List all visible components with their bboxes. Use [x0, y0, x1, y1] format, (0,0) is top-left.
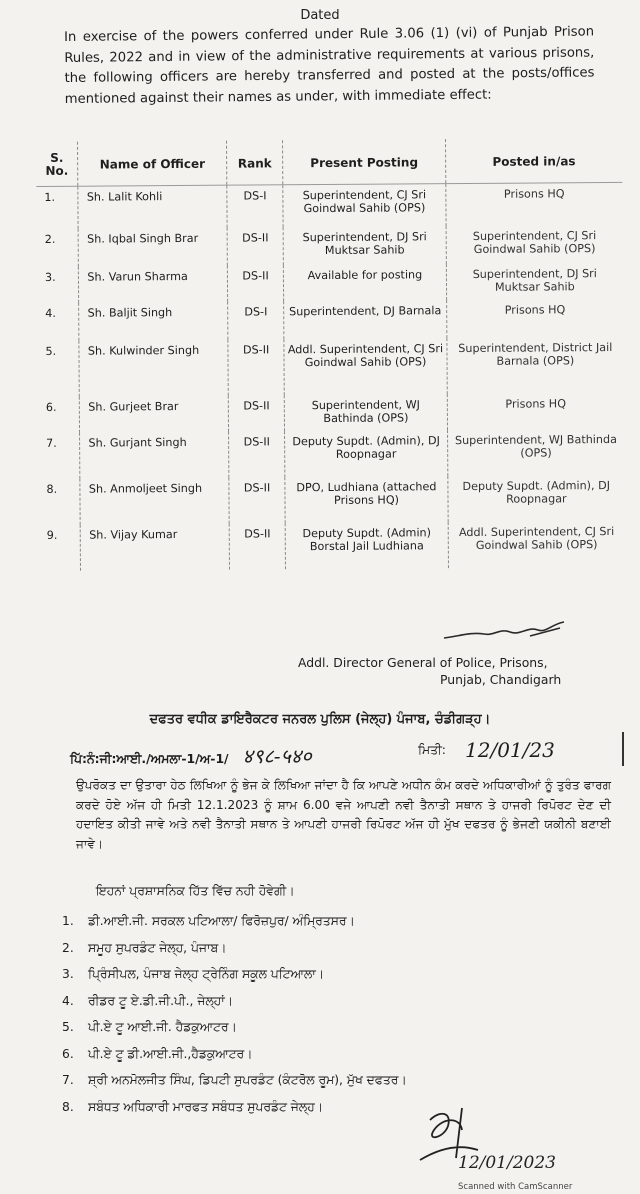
list-item-text: ਪ੍ਰਿੰਸੀਪਲ, ਪੰਜਾਬ ਜੇਲ੍ਹ ਟ੍ਰੇਨਿੰਗ ਸਕੂਲ ਪਟਿਆਲਾ। — [88, 967, 325, 981]
table-row — [38, 392, 624, 432]
cell-present: Available for posting — [284, 264, 447, 301]
cell-present: Superintendent, DJ Barnala — [284, 300, 447, 339]
list-item — [62, 961, 407, 988]
cell-present: Superintendent, DJ Sri Muktsar Sahib — [283, 226, 446, 265]
signatory-block — [298, 654, 628, 688]
transfer-table — [36, 138, 625, 571]
list-item-number: 7. — [62, 1073, 74, 1087]
table-row — [36, 182, 622, 228]
list-item-text: ਸ਼੍ਰੀ ਅਨਮੋਲਜੀਤ ਸਿੰਘ, ਡਿਪਟੀ ਸੁਪਰਡੰਟ (ਕੰਟਰੋਲ ਰੂਮ), ਮੁੱਖ ਦਫਤਰ। — [88, 1073, 407, 1087]
list-item-number: 3. — [62, 967, 74, 981]
cell-present: DPO, Ludhiana (attached Prisons HQ) — [285, 476, 448, 523]
cell-posted: Superintendent, District Jail Barnala (OPS) — [447, 336, 624, 393]
endorsement-reference — [70, 738, 630, 769]
cell-name: Sh. Gurjant Singh — [80, 431, 229, 478]
list-item-text: ਸਮੂਹ ਸੁਪਰਡੰਟ ਜੇਲ੍ਹ, ਪੰਜਾਬ। — [88, 940, 227, 955]
table-row — [38, 474, 624, 524]
header-rank: Rank — [227, 140, 284, 185]
cell-sno: 3. — [44, 270, 56, 284]
signatory-location: Punjab, Chandigarh — [440, 672, 562, 687]
cell-posted: Superintendent, DJ Sri Muktsar Sahib — [446, 262, 623, 299]
handwritten-signature — [400, 1100, 560, 1180]
list-item — [62, 935, 407, 962]
cell-name: Sh. Kulwinder Singh — [79, 339, 228, 396]
list-item-number: 4. — [62, 993, 74, 1008]
header-posted-in: Posted in/as — [445, 138, 622, 184]
header-name: Name of Officer — [78, 141, 227, 187]
header-present-posting: Present Posting — [283, 139, 446, 185]
cell-present: Superintendent, WJ Bathinda (OPS) — [285, 394, 448, 431]
cell-posted: Prisons HQ — [447, 392, 624, 429]
cell-posted: Addl. Superintendent, CJ Sri Goindwal Sahib (OPS) — [448, 520, 625, 567]
list-item-number: 6. — [62, 1046, 74, 1061]
cell-sno: 9. — [46, 528, 58, 542]
cell-name: Sh. Varun Sharma — [79, 265, 228, 302]
table-row — [39, 520, 625, 570]
list-item-number: 1. — [62, 914, 74, 928]
cell-rank: DS-I — [228, 301, 285, 339]
cell-sno: 7. — [46, 436, 57, 450]
list-item-number: 5. — [62, 1020, 74, 1034]
cell-present: Deputy Supdt. (Admin) Borstal Jail Ludhiana — [285, 522, 448, 569]
cell-rank: DS-II — [229, 477, 286, 523]
endorsement-paragraph: ਉਪਰੋਕਤ ਦਾ ਉਤਾਰਾ ਹੇਠ ਲਿਖਿਆ ਨੂੰ ਭੇਜ ਕੇ ਲਿਖਿਆ ਜਾਂਦਾ ਹੈ ਕਿ ਆਪਣੇ ਅਧੀਨ ਕੰਮ ਕਰਦੇ ਅਧਿਕਾਰੀਆਂ ਨੂੰ ਤੁਰੰਤ ਫਾਰਗ ਕਰਦੇ ਹੋਏ ਅੱਜ ਹੀ ਮਿਤੀ 12.1.2023 ਨੂੰ ਸ਼ਾਮ 6.00 ਵਜੇ ਆਪਣੀ ਨਵੀ ਤੈਨਾਤੀ ਸਥਾਨ ਤੇ ਹਾਜਰੀ ਰਿਪੋਰਟ ਦੇਣ ਦੀ ਹਦਾਇਤ ਕੀਤੀ ਜਾਵੇ ਅਤੇ ਨਵੀ ਤੈਨਾਤੀ ਸਥਾਨ ਤੇ ਆਪਣੀ ਹਾਜਰੀ ਰਿਪੋਰਟ ਅੱਜ ਹੀ ਮੁੱਖ ਦਫਤਰ ਨੂੰ ਭੇਜਣੀ ਯਕੀਨੀ ਬਣਾਈ ਜਾਵੇ। — [76, 778, 611, 851]
cell-name: Sh. Lalit Kohli — [78, 185, 227, 228]
table-row — [38, 428, 624, 478]
cell-name: Sh. Gurjeet Brar — [80, 395, 229, 432]
table-row — [37, 336, 623, 396]
date-label: ਮਿਤੀ: — [418, 742, 446, 757]
cell-rank: DS-II — [229, 431, 286, 477]
cell-rank: DS-II — [227, 265, 283, 301]
list-item — [62, 988, 407, 1015]
list-item — [62, 1067, 407, 1094]
signatory-designation: Addl. Director General of Police, Prisons, — [298, 655, 548, 670]
cell-sno: 1. — [44, 190, 56, 204]
date-handwritten: 12/01/23 — [465, 738, 555, 762]
cell-rank: DS-II — [229, 523, 286, 569]
cell-name: Sh. Iqbal Singh Brar — [79, 227, 228, 266]
reference-handwritten: ४९८-५४० — [242, 744, 312, 768]
list-item-text: ਸਬੰਧਤ ਅਧਿਕਾਰੀ ਮਾਰਫਤ ਸਬੰਧਤ ਸੁਪਰਡੰਟ ਜੇਲ੍ਹ। — [88, 1099, 323, 1114]
list-item-number: 8. — [62, 1099, 74, 1114]
table-row — [37, 224, 623, 266]
cell-rank: DS-II — [228, 395, 284, 431]
cell-rank: DS-I — [227, 185, 284, 227]
cell-rank: DS-II — [227, 227, 284, 265]
list-item — [62, 1014, 407, 1041]
list-item-text: ਪੀ.ਏ ਟੂ ਆਈ.ਜੀ. ਹੈਡਕੁਆਟਰ। — [88, 1020, 237, 1034]
list-item-text: ਪੀ.ਏ ਟੂ ਡੀ.ਆਈ.ਜੀ.,ਹੈਡਕੁਆਟਰ। — [88, 1046, 253, 1061]
margin-mark — [622, 732, 624, 766]
list-item-number: 2. — [62, 940, 74, 955]
cell-sno: 8. — [46, 482, 58, 496]
cell-sno: 5. — [45, 344, 57, 358]
cell-name: Sh. Vijay Kumar — [81, 523, 230, 570]
signature-scribble — [440, 606, 570, 646]
endorsement-heading: ਦਫਤਰ ਵਧੀਕ ਡਾਇਰੈਕਟਰ ਜਨਰਲ ਪੁਲਿਸ (ਜੇਲ੍ਹ) ਪੰਜਾਬ, ਚੰਡੀਗੜ੍ਹ। — [149, 712, 491, 727]
cell-name: Sh. Anmoljeet Singh — [80, 477, 229, 524]
cell-posted: Prisons HQ — [446, 298, 623, 337]
cell-posted: Deputy Supdt. (Admin), DJ Roopnagar — [448, 474, 625, 521]
watermark: Scanned with CamScanner — [458, 1182, 573, 1192]
list-item-text: ਡੀ.ਆਈ.ਜੀ. ਸਰਕਲ ਪਟਿਆਲਾ/ ਫਿਰੋਜ਼ਪੁਰ/ ਅੰਮ੍ਰਿਤਸਰ। — [88, 914, 355, 928]
cell-name: Sh. Baljit Singh — [79, 301, 228, 340]
distribution-list — [62, 908, 407, 1120]
cell-present: Superintendent, CJ Sri Goindwal Sahib (OPS) — [283, 184, 446, 227]
signature-date: 12/01/2023 — [458, 1153, 556, 1173]
table-row — [37, 298, 623, 340]
cell-posted: Superintendent, WJ Bathinda (OPS) — [447, 428, 624, 475]
cell-present: Addl. Superintendent, CJ Sri Goindwal Sahib (OPS) — [284, 338, 447, 395]
intro-paragraph: In exercise of the powers conferred under Rule 3.06 (1) (vi) of Punjab Prison Rules, 2022 and in view of the administrative requirements at various prisons, the following officers are hereby transferred and posted at the posts/offices mentioned against their names as under, with immediate effect: — [64, 24, 595, 107]
cell-sno: 2. — [44, 232, 56, 246]
cell-posted: Prisons HQ — [446, 182, 623, 225]
cell-present: Deputy Supdt. (Admin), DJ Roopnagar — [285, 430, 448, 477]
list-item — [62, 1041, 407, 1068]
cell-rank: DS-II — [228, 339, 285, 395]
header-sno: S. No. — [45, 150, 69, 178]
endorsement-note: ਇਹਨਾਂ ਪ੍ਰਸ਼ਾਸਨਿਕ ਹਿੱਤ ਵਿੱਚ ਨਹੀ ਹੋਵੇਗੀ। — [96, 884, 295, 898]
cell-sno: 4. — [45, 306, 56, 320]
reference-number: ਪਿੱ:ਨੰ:ਜੀ:ਆਈ./ਅਮਲਾ-1/ਅ-1/ — [70, 751, 229, 766]
table-header-row — [36, 138, 622, 187]
cell-posted: Superintendent, CJ Sri Goindwal Sahib (OPS) — [446, 224, 623, 263]
list-item — [62, 1094, 407, 1121]
dated-label: Dated — [300, 8, 340, 23]
table-row — [37, 262, 623, 302]
list-item-text: ਰੀਡਰ ਟੂ ਏ.ਡੀ.ਜੀ.ਪੀ., ਜੇਲ੍ਹਾਂ। — [88, 993, 233, 1008]
list-item — [62, 908, 407, 935]
cell-sno: 6. — [45, 400, 57, 414]
